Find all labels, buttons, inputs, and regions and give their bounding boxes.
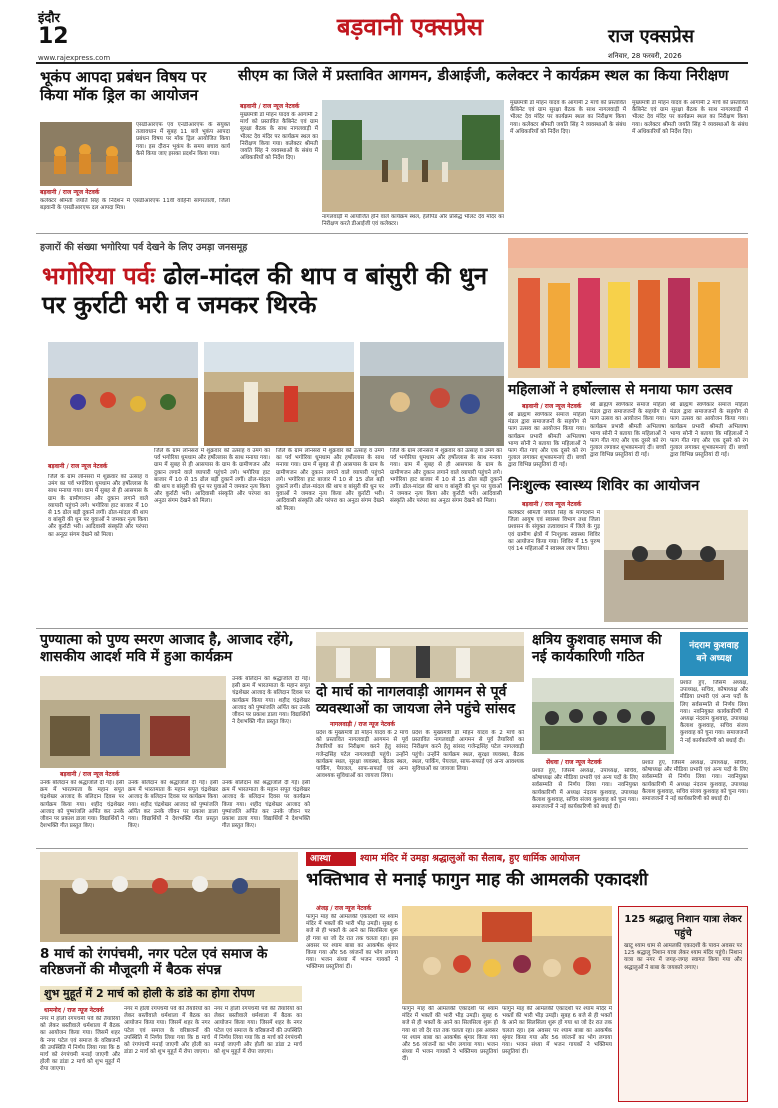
mahila-byline: बड़वानी / राज न्यूज नेटवर्क: [522, 403, 582, 410]
mahila-body-col1: श्री ब्राह्मण स्वर्णकार समाज महिला मंडल द्वारा समाजजनों के सहयोग से फाग उत्सव का आयोजन किया गया। कार्यक्रम प्रभारी श्रीमती अभिलाषा भाग्य सोनी ने बताया कि महिलाओं ने फाग गीत गाए और एक दूसरे को रंग गुलाल लगाकर शुभकामनाएं दीं। बच्चों द्वारा विभिन्न प्रस्तुतियां दी गई।: [508, 412, 586, 469]
bhagoria-headline-rest: ढोल-मांदल की थाप व बांसुरी की धुन पर कुर्राटी भरी व जमकर थिरके: [42, 262, 488, 319]
mockdrill-headline: भूकंप आपदा प्रबंधन विषय पर किया मॉक ड्रिल का आयोजन: [40, 68, 207, 104]
bhagoria-byline: बड़वानी / राज न्यूज नेटवर्क: [48, 463, 108, 470]
saansad-photo: [316, 632, 524, 682]
mockdrill-body: एसडीआरएफ एवं एनडीआरएफ के संयुक्त तत्वावधान में सुबह 11 बजे भूकंप आपदा प्रबंधन विषय पर मॉक ड्रिल आयोजित किया गया। इस दौरान भूकंप के समय बचाव कार्य कैसे किया जाए इसका प्रदर्शन किया गया।: [136, 122, 230, 157]
bhagoria-headline-red: भगोरिया पर्वः: [42, 262, 155, 290]
rangpanchami-subhead: शुभ मुहूर्त में 2 मार्च को होली के डांडे का होगा रोपण: [40, 986, 302, 1002]
masthead-divider: [36, 62, 748, 64]
rangpanchami-photo: [40, 852, 298, 942]
section-divider-3: [36, 848, 748, 849]
swasthya-headline: निःशुल्क स्वास्थ्य शिविर का आयोजन: [508, 478, 700, 494]
mockdrill-byline: बड़वानी / राज न्यूज नेटवर्क: [40, 189, 100, 196]
aastha-side-title: 125 श्रद्धालु निशान यात्रा लेकर पहुंचे: [624, 914, 742, 939]
punyatma-body-top: उनके बलिदान को श्रद्धांजलि दी गई। इसी क्रम में भारतमाता के महान सपूत चंद्रशेखर आजाद के बलिदान दिवस पर कार्यक्रम किया गया। शहीद चंद्रशेखर आजाद को पुष्पांजलि अर्पित कर उनके जीवन पर प्रकाश डाला गया। विद्यार्थियों ने देशभक्ति गीत प्रस्तुत किए।: [232, 676, 310, 726]
swasthya-photo: [604, 510, 748, 622]
bhagoria-kicker: हजारों की संख्या भगोरिया पर्व देखने के लिए उमड़ा जनसमूह: [40, 242, 248, 253]
cm-body-col3: मुख्यमंत्री डॉ मोहन यादव के आगामी 2 मार्च को प्रस्तावित कैबिनेट एवं ग्राम सुरक्षा बैठक के साथ नागलवाड़ी में भीलट देव मंदिर पर कार्यक्रम स्थल का निरीक्षण किया गया। कलेक्टर श्रीमती जयति सिंह ने व्यवस्थाओं के संबंध में अधिकारियों को निर्देश दिए।: [632, 100, 748, 135]
kushwah-byline: सेंधवा / राज न्यूज नेटवर्क: [546, 759, 602, 766]
rangpanchami-byline: धामनोद / राज न्यूज नेटवर्क: [44, 1007, 104, 1014]
saansad-headline: दो मार्च को नागलवाड़ी आगमन से पूर्व व्यवस्थाओं का जायजा लेने पहुंचे सांसद: [316, 684, 516, 717]
punyatma-photo: [40, 676, 226, 768]
swasthya-body: कलेक्टर श्रीमती जयति सिंह के मार्गदर्शन में जिला आयुष एवं स्वास्थ्य विभाग तथा जिला प्रशासन के संयुक्त तत्वावधान में जिले के गुड़ एवं ग्रामीण क्षेत्रों में निःशुल्क स्वास्थ्य शिविर का आयोजन किया गया। शिविर में 15 पुरुष एवं 14 महिलाओं ने स्वास्थ्य लाभ लिया।: [508, 510, 600, 553]
city-label: इंदौर: [38, 11, 60, 26]
punyatma-headline: पुण्यात्मा को पुण्य स्मरण आजाद है, आजाद रहेंगे, शासकीय आदर्श मवि में हुआ कार्यक्रम: [40, 632, 294, 665]
section-divider-2: [36, 628, 748, 629]
bhagoria-photo-2: [204, 342, 354, 446]
bhagoria-body-col1: जिले के ग्राम लोनसरा में शुक्रवार को उत्साह व उमंग का पर्व भगोरिया धूमधाम और हर्षोल्लास के साथ मनाया गया। ग्राम में सुबह से ही आसपास के ग्राम के ग्रामीणजन और दुकान लगाने वाले व्यापारी पहुंचने लगे। भगोरिया हाट बाजार में 10 से 15 ढोल बड़ी दुकानें लगीं। ढोल-मांदल की थाप व बांसुरी की धुन पर युवाओं ने जमकर नृत्य किया और कुर्राटी भरी। आदिवासी संस्कृति और परंपरा का अनूठा संगम देखने को मिला।: [48, 474, 148, 538]
rangpanchami-body-col1: नगर में होली रंगपंचमी पर्व की तैयारियों को लेकर बस्तीवाले धर्मशाला में बैठक का आयोजन किया गया। जिसमें शहर के नगर पटेल एवं समाज के वरिष्ठजनों की उपस्थिति में निर्णय लिया गया कि 8 मार्च को रंगपंचमी मनाई जाएगी और होली का डांडा 2 मार्च को शुभ मुहूर्त में रोपा जाएगा।: [40, 1016, 120, 1073]
bhagoria-photo-1: [48, 342, 198, 446]
punyatma-body-col3: उनके बलिदान को श्रद्धांजलि दी गई। इसी क्रम में भारतमाता के महान सपूत चंद्रशेखर आजाद के बलिदान दिवस पर कार्यक्रम किया गया। शहीद चंद्रशेखर आजाद को पुष्पांजलि अर्पित कर उनके जीवन पर प्रकाश डाला गया। विद्यार्थियों ने देशभक्ति गीत प्रस्तुत किए।: [222, 780, 310, 830]
punyatma-body-col2: उनके बलिदान को श्रद्धांजलि दी गई। इसी क्रम में भारतमाता के महान सपूत चंद्रशेखर आजाद के बलिदान दिवस पर कार्यक्रम किया गया। शहीद चंद्रशेखर आजाद को पुष्पांजलि अर्पित कर उनके जीवन पर प्रकाश डाला गया। विद्यार्थियों ने देशभक्ति गीत प्रस्तुत किए।: [128, 780, 218, 830]
swasthya-byline: बड़वानी / राज न्यूज नेटवर्क: [522, 501, 582, 508]
saansad-body-col1: प्रदेश के मुख्यमंत्री डॉ मोहन यादव के 2 मार्च को प्रस्तावित नागलवाड़ी आगमन से पूर्व तैयारियों का निरीक्षण करने हेतु सांसद गजेन्द्रसिंह पटेल नागलवाड़ी पहुंचे। उन्होंने कार्यक्रम स्थल, सुरक्षा व्यवस्था, बैठक स्थल, पार्किंग, पेयजल, साफ-सफाई एवं अन्य आवश्यक सुविधाओं का जायजा लिया।: [316, 730, 408, 780]
bhagoria-headline: [42, 262, 502, 320]
aastha-side-body: खाटू श्याम धाम से आमलकी एकादशी के पावन अवसर पर 125 श्रद्धालु निशान यात्रा लेकर श्याम मंदिर पहुंचे। निशान यात्रा का नगर में जगह-जगह स्वागत किया गया और श्रद्धालुओं ने बाबा के जयकारे लगाए।: [624, 943, 742, 971]
kushwah-headline: क्षत्रिय कुशवाह समाज की नई कार्यकारिणी गठित: [532, 632, 662, 665]
cm-photo: [322, 100, 504, 212]
kushwah-photo: [532, 678, 674, 754]
section-divider: [36, 233, 748, 234]
mahila-headline: महिलाओं ने हर्षोल्लास से मनाया फाग उत्सव: [508, 382, 733, 398]
kushwah-body-col1: प्रशांत हुए, जिसमें अध्यक्ष, उपाध्यक्ष, सचिव, कोषाध्यक्ष और मीडिया प्रभारी एवं अन्य पदों के लिए सर्वसम्मति से निर्णय लिया गया। नवनियुक्त कार्यकारिणी में अध्यक्ष नंदराम कुशवाह, उपाध्यक्ष कैलाश कुशवाह, सचिव संजय कुशवाह को चुना गया। समाजजनों ने नई कार्यकारिणी को बधाई दी।: [532, 768, 638, 811]
kushwah-badge-line2: बने अध्यक्ष: [696, 654, 732, 664]
mahila-body-col3: श्री ब्राह्मण स्वर्णकार समाज महिला मंडल द्वारा समाजजनों के सहयोग से फाग उत्सव का आयोजन किया गया। कार्यक्रम प्रभारी श्रीमती अभिलाषा भाग्य सोनी ने बताया कि महिलाओं ने फाग गीत गाए और एक दूसरे को रंग गुलाल लगाकर शुभकामनाएं दीं। बच्चों द्वारा विभिन्न प्रस्तुतियां दी गई।: [670, 402, 748, 459]
cm-body: मुख्यमंत्री डॉ मोहन यादव के आगामी 2 मार्च को प्रस्तावित कैबिनेट एवं ग्राम सुरक्षा बैठक के साथ नागलवाड़ी में भीलट देव मंदिर पर कार्यक्रम स्थल का निरीक्षण किया गया। कलेक्टर श्रीमती जयति सिंह ने व्यवस्थाओं के संबंध में अधिकारियों को निर्देश दिए।: [240, 112, 318, 162]
punyatma-body-col1: उनके बलिदान को श्रद्धांजलि दी गई। इसी क्रम में भारतमाता के महान सपूत चंद्रशेखर आजाद के बलिदान दिवस पर कार्यक्रम किया गया। शहीद चंद्रशेखर आजाद को पुष्पांजलि अर्पित कर उनके जीवन पर प्रकाश डाला गया। विद्यार्थियों ने देशभक्ति गीत प्रस्तुत किए।: [40, 780, 124, 830]
saansad-body-col2: प्रदेश के मुख्यमंत्री डॉ मोहन यादव के 2 मार्च को प्रस्तावित नागलवाड़ी आगमन से पूर्व तैयारियों का निरीक्षण करने हेतु सांसद गजेन्द्रसिंह पटेल नागलवाड़ी पहुंचे। उन्होंने कार्यक्रम स्थल, सुरक्षा व्यवस्था, बैठक स्थल, पार्किंग, पेयजल, साफ-सफाई एवं अन्य आवश्यक सुविधाओं का जायजा लिया।: [412, 730, 524, 773]
rangpanchami-body-col2: नगर में होली रंगपंचमी पर्व की तैयारियों को लेकर बस्तीवाले धर्मशाला में बैठक का आयोजन किया गया। जिसमें शहर के नगर पटेल एवं समाज के वरिष्ठजनों की उपस्थिति में निर्णय लिया गया कि 8 मार्च को रंगपंचमी मनाई जाएगी और होली का डांडा 2 मार्च को शुभ मुहूर्त में रोपा जाएगा।: [124, 1006, 210, 1056]
aastha-kicker: श्याम मंदिर में उमड़ा श्रद्धालुओं का सैलाब, हुए धार्मिक आयोजन: [360, 853, 580, 864]
aastha-byline: अंजड़ / राज न्यूज नेटवर्क: [316, 905, 372, 912]
aastha-body-col3: फागुन माह की आमलकी एकादशी पर श्याम मंदिर में भक्तों की भारी भीड़ उमड़ी। सुबह 6 बजे से ही भक्तों के आने का सिलसिला शुरू हो गया था जो देर रात तक चलता रहा। इस अवसर पर श्याम बाबा का आकर्षक श्रृंगार किया गया और 56 व्यंजनों का भोग लगाया गया। भजन संध्या में भजन गायकों ने भक्तिमय प्रस्तुतियां दीं।: [502, 1006, 612, 1056]
kushwah-badge-line1: नंदराम कुशवाह: [689, 641, 739, 651]
page-number: 12: [38, 24, 69, 49]
mockdrill-caption: कलेक्टर श्रीमती जयति सिंह के निर्देशन में एसडीआरएफ 11वीं वाहिनी सागरताली, जिला बड़वानी के एसडीआरएफ दल आपदा मित्र।: [40, 198, 230, 212]
aastha-sidebox: [618, 906, 748, 1102]
aastha-photo: [402, 906, 612, 1004]
aastha-headline: भक्तिभाव से मनाई फागुन माह की आमलकी एकादशी: [306, 870, 648, 890]
brand-name: राज एक्सप्रेस: [608, 26, 694, 47]
paper-title: बड़वानी एक्सप्रेस: [336, 12, 484, 41]
kushwah-body-side: प्रशांत हुए, जिसमें अध्यक्ष, उपाध्यक्ष, सचिव, कोषाध्यक्ष और मीडिया प्रभारी एवं अन्य पदों के लिए सर्वसम्मति से निर्णय लिया गया। नवनियुक्त कार्यकारिणी में अध्यक्ष नंदराम कुशवाह, उपाध्यक्ष कैलाश कुशवाह, सचिव संजय कुशवाह को चुना गया। समाजजनों ने नई कार्यकारिणी को बधाई दी।: [680, 680, 748, 744]
kushwah-body-col2: प्रशांत हुए, जिसमें अध्यक्ष, उपाध्यक्ष, सचिव, कोषाध्यक्ष और मीडिया प्रभारी एवं अन्य पदों के लिए सर्वसम्मति से निर्णय लिया गया। नवनियुक्त कार्यकारिणी में अध्यक्ष नंदराम कुशवाह, उपाध्यक्ष कैलाश कुशवाह, सचिव संजय कुशवाह को चुना गया। समाजजनों ने नई कार्यकारिणी को बधाई दी।: [642, 760, 748, 803]
bhagoria-body-col3: जिले के ग्राम लोनसरा में शुक्रवार को उत्साह व उमंग का पर्व भगोरिया धूमधाम और हर्षोल्लास के साथ मनाया गया। ग्राम में सुबह से ही आसपास के ग्राम के ग्रामीणजन और दुकान लगाने वाले व्यापारी पहुंचने लगे। भगोरिया हाट बाजार में 10 से 15 ढोल बड़ी दुकानें लगीं। ढोल-मांदल की थाप व बांसुरी की धुन पर युवाओं ने जमकर नृत्य किया और कुर्राटी भरी। आदिवासी संस्कृति और परंपरा का अनूठा संगम देखने को मिला।: [276, 448, 384, 512]
aastha-body-col1: फागुन माह की आमलकी एकादशी पर श्याम मंदिर में भक्तों की भारी भीड़ उमड़ी। सुबह 6 बजे से ही भक्तों के आने का सिलसिला शुरू हो गया था जो देर रात तक चलता रहा। इस अवसर पर श्याम बाबा का आकर्षक श्रृंगार किया गया और 56 व्यंजनों का भोग लगाया गया। भजन संध्या में भजन गायकों ने भक्तिमय प्रस्तुतियां दीं।: [306, 914, 398, 971]
rangpanchami-body-col3: नगर में होली रंगपंचमी पर्व की तैयारियों को लेकर बस्तीवाले धर्मशाला में बैठक का आयोजन किया गया। जिसमें शहर के नगर पटेल एवं समाज के वरिष्ठजनों की उपस्थिति में निर्णय लिया गया कि 8 मार्च को रंगपंचमी मनाई जाएगी और होली का डांडा 2 मार्च को शुभ मुहूर्त में रोपा जाएगा।: [214, 1006, 302, 1056]
mockdrill-photo: [40, 122, 132, 186]
bhagoria-photo-3: [360, 342, 504, 446]
rangpanchami-headline: 8 मार्च को रंगपंचमी, नगर पटेल एवं समाज के वरिष्ठजनों की मौजूदगी में बैठक संपन्न: [40, 946, 268, 979]
bhagoria-body-col4: जिले के ग्राम लोनसरा में शुक्रवार को उत्साह व उमंग का पर्व भगोरिया धूमधाम और हर्षोल्लास के साथ मनाया गया। ग्राम में सुबह से ही आसपास के ग्राम के ग्रामीणजन और दुकान लगाने वाले व्यापारी पहुंचने लगे। भगोरिया हाट बाजार में 10 से 15 ढोल बड़ी दुकानें लगीं। ढोल-मांदल की थाप व बांसुरी की धुन पर युवाओं ने जमकर नृत्य किया और कुर्राटी भरी। आदिवासी संस्कृति और परंपरा का अनूठा संगम देखने को मिला।: [390, 448, 502, 505]
cm-byline: बड़वानी / राज न्यूज नेटवर्क: [240, 103, 300, 110]
aastha-body-col2: फागुन माह की आमलकी एकादशी पर श्याम मंदिर में भक्तों की भारी भीड़ उमड़ी। सुबह 6 बजे से ही भक्तों के आने का सिलसिला शुरू हो गया था जो देर रात तक चलता रहा। इस अवसर पर श्याम बाबा का आकर्षक श्रृंगार किया गया और 56 व्यंजनों का भोग लगाया गया। भजन संध्या में भजन गायकों ने भक्तिमय प्रस्तुतियां दीं।: [402, 1006, 498, 1063]
bhagoria-body-col2: जिले के ग्राम लोनसरा में शुक्रवार को उत्साह व उमंग का पर्व भगोरिया धूमधाम और हर्षोल्लास के साथ मनाया गया। ग्राम में सुबह से ही आसपास के ग्राम के ग्रामीणजन और दुकान लगाने वाले व्यापारी पहुंचने लगे। भगोरिया हाट बाजार में 10 से 15 ढोल बड़ी दुकानें लगीं। ढोल-मांदल की थाप व बांसुरी की धुन पर युवाओं ने जमकर नृत्य किया और कुर्राटी भरी। आदिवासी संस्कृति और परंपरा का अनूठा संगम देखने को मिला।: [154, 448, 270, 505]
cm-caption: नागलवाड़ी में आयोजित होने वाले कार्यक्रम स्थल, हेलीपेड और प्रसिद्ध भीलट देव मंदिर का निरीक्षण करते डीआईजी एवं कलेक्टर।: [322, 214, 504, 228]
punyatma-byline: बड़वानी / राज न्यूज नेटवर्क: [60, 771, 120, 778]
issue-date: शनिवार, 28 फरवरी, 2026: [608, 52, 682, 60]
mahila-photo: [508, 238, 748, 378]
website-url[interactable]: www.rajexpress.com: [38, 54, 111, 62]
kushwah-badge: [680, 632, 748, 676]
cm-headline: सीएम का जिले में प्रस्तावित आगमन, डीआईजी, कलेक्टर ने कार्यक्रम स्थल का किया निरीक्षण: [238, 68, 729, 84]
mahila-body-col2: श्री ब्राह्मण स्वर्णकार समाज महिला मंडल द्वारा समाजजनों के सहयोग से फाग उत्सव का आयोजन किया गया। कार्यक्रम प्रभारी श्रीमती अभिलाषा भाग्य सोनी ने बताया कि महिलाओं ने फाग गीत गाए और एक दूसरे को रंग गुलाल लगाकर शुभकामनाएं दीं। बच्चों द्वारा विभिन्न प्रस्तुतियां दी गई।: [590, 402, 666, 459]
cm-body-col2: मुख्यमंत्री डॉ मोहन यादव के आगामी 2 मार्च को प्रस्तावित कैबिनेट एवं ग्राम सुरक्षा बैठक के साथ नागलवाड़ी में भीलट देव मंदिर पर कार्यक्रम स्थल का निरीक्षण किया गया। कलेक्टर श्रीमती जयति सिंह ने व्यवस्थाओं के संबंध में अधिकारियों को निर्देश दिए।: [510, 100, 626, 135]
saansad-byline: नागलवाड़ी / राज न्यूज नेटवर्क: [330, 721, 395, 728]
aastha-label: आस्था: [306, 852, 356, 866]
